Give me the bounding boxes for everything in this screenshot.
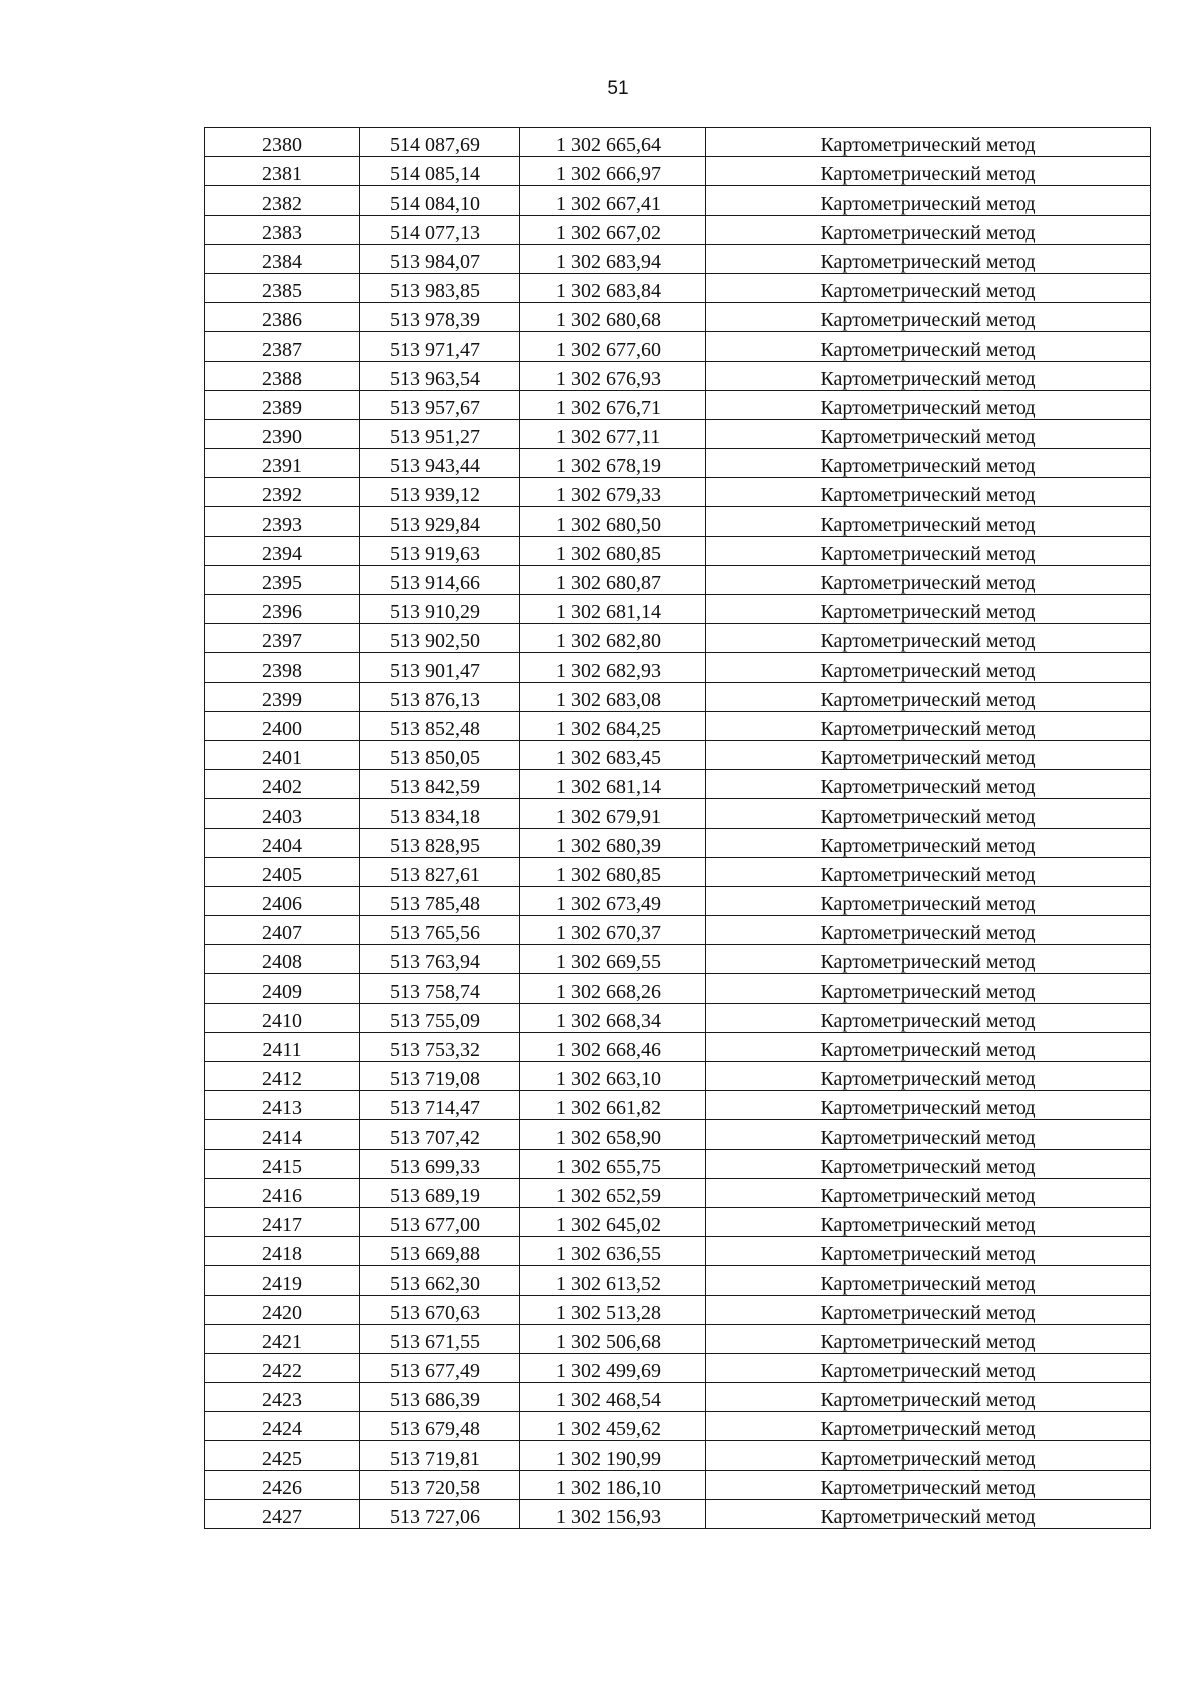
method-cell: Картометрический метод (706, 361, 1151, 390)
x-coordinate-cell: 513 957,67 (360, 390, 520, 419)
table-row (205, 186, 1151, 215)
method-cell: Картометрический метод (706, 1266, 1151, 1295)
method-cell: Картометрический метод (706, 186, 1151, 215)
method-cell: Картометрический метод (706, 449, 1151, 478)
method-cell: Картометрический метод (706, 1091, 1151, 1120)
y-coordinate-cell: 1 302 459,62 (520, 1412, 706, 1441)
y-coordinate-cell: 1 302 665,64 (520, 128, 706, 157)
point-number-cell: 2418 (205, 1237, 360, 1266)
coordinates-table-body (205, 128, 1151, 1529)
y-coordinate-cell: 1 302 655,75 (520, 1149, 706, 1178)
method-cell: Картометрический метод (706, 1003, 1151, 1032)
point-number-cell: 2382 (205, 186, 360, 215)
table-row (205, 390, 1151, 419)
table-row (205, 828, 1151, 857)
x-coordinate-cell: 513 686,39 (360, 1383, 520, 1412)
point-number-cell: 2416 (205, 1178, 360, 1207)
point-number-cell: 2405 (205, 857, 360, 886)
method-cell: Картометрический метод (706, 157, 1151, 186)
y-coordinate-cell: 1 302 658,90 (520, 1120, 706, 1149)
y-coordinate-cell: 1 302 652,59 (520, 1178, 706, 1207)
x-coordinate-cell: 514 085,14 (360, 157, 520, 186)
x-coordinate-cell: 513 901,47 (360, 653, 520, 682)
point-number-cell: 2406 (205, 886, 360, 915)
method-cell: Картометрический метод (706, 857, 1151, 886)
y-coordinate-cell: 1 302 680,85 (520, 536, 706, 565)
x-coordinate-cell: 514 077,13 (360, 215, 520, 244)
method-cell: Картометрический метод (706, 770, 1151, 799)
method-cell: Картометрический метод (706, 1062, 1151, 1091)
method-cell: Картометрический метод (706, 1120, 1151, 1149)
point-number-cell: 2407 (205, 916, 360, 945)
table-row (205, 507, 1151, 536)
x-coordinate-cell: 513 943,44 (360, 449, 520, 478)
x-coordinate-cell: 513 939,12 (360, 478, 520, 507)
point-number-cell: 2421 (205, 1324, 360, 1353)
table-row (205, 536, 1151, 565)
table-row (205, 1178, 1151, 1207)
x-coordinate-cell: 513 914,66 (360, 565, 520, 594)
point-number-cell: 2389 (205, 390, 360, 419)
y-coordinate-cell: 1 302 680,68 (520, 303, 706, 332)
table-row (205, 974, 1151, 1003)
method-cell: Картометрический метод (706, 886, 1151, 915)
table-row (205, 1353, 1151, 1382)
y-coordinate-cell: 1 302 683,84 (520, 273, 706, 302)
method-cell: Картометрический метод (706, 711, 1151, 740)
method-cell: Картометрический метод (706, 1499, 1151, 1528)
y-coordinate-cell: 1 302 667,02 (520, 215, 706, 244)
point-number-cell: 2427 (205, 1499, 360, 1528)
table-row (205, 244, 1151, 273)
y-coordinate-cell: 1 302 680,50 (520, 507, 706, 536)
y-coordinate-cell: 1 302 613,52 (520, 1266, 706, 1295)
point-number-cell: 2402 (205, 770, 360, 799)
point-number-cell: 2420 (205, 1295, 360, 1324)
point-number-cell: 2415 (205, 1149, 360, 1178)
table-row (205, 682, 1151, 711)
method-cell: Картометрический метод (706, 303, 1151, 332)
y-coordinate-cell: 1 302 678,19 (520, 449, 706, 478)
method-cell: Картометрический метод (706, 1149, 1151, 1178)
method-cell: Картометрический метод (706, 215, 1151, 244)
point-number-cell: 2385 (205, 273, 360, 302)
table-row (205, 1003, 1151, 1032)
x-coordinate-cell: 513 699,33 (360, 1149, 520, 1178)
x-coordinate-cell: 513 753,32 (360, 1032, 520, 1061)
x-coordinate-cell: 513 919,63 (360, 536, 520, 565)
y-coordinate-cell: 1 302 677,11 (520, 419, 706, 448)
point-number-cell: 2393 (205, 507, 360, 536)
x-coordinate-cell: 513 677,49 (360, 1353, 520, 1382)
method-cell: Картометрический метод (706, 653, 1151, 682)
x-coordinate-cell: 513 677,00 (360, 1207, 520, 1236)
x-coordinate-cell: 513 828,95 (360, 828, 520, 857)
method-cell: Картометрический метод (706, 1237, 1151, 1266)
table-row (205, 478, 1151, 507)
point-number-cell: 2425 (205, 1441, 360, 1470)
x-coordinate-cell: 513 719,08 (360, 1062, 520, 1091)
y-coordinate-cell: 1 302 668,46 (520, 1032, 706, 1061)
method-cell: Картометрический метод (706, 1412, 1151, 1441)
y-coordinate-cell: 1 302 186,10 (520, 1470, 706, 1499)
x-coordinate-cell: 514 084,10 (360, 186, 520, 215)
point-number-cell: 2388 (205, 361, 360, 390)
table-row (205, 1441, 1151, 1470)
table-row (205, 1383, 1151, 1412)
x-coordinate-cell: 513 902,50 (360, 624, 520, 653)
x-coordinate-cell: 514 087,69 (360, 128, 520, 157)
y-coordinate-cell: 1 302 680,39 (520, 828, 706, 857)
table-row (205, 886, 1151, 915)
table-row (205, 595, 1151, 624)
table-row (205, 215, 1151, 244)
method-cell: Картометрический метод (706, 1441, 1151, 1470)
point-number-cell: 2417 (205, 1207, 360, 1236)
y-coordinate-cell: 1 302 667,41 (520, 186, 706, 215)
method-cell: Картометрический метод (706, 828, 1151, 857)
y-coordinate-cell: 1 302 680,87 (520, 565, 706, 594)
y-coordinate-cell: 1 302 682,80 (520, 624, 706, 653)
point-number-cell: 2414 (205, 1120, 360, 1149)
method-cell: Картометрический метод (706, 536, 1151, 565)
x-coordinate-cell: 513 910,29 (360, 595, 520, 624)
y-coordinate-cell: 1 302 683,94 (520, 244, 706, 273)
method-cell: Картометрический метод (706, 1178, 1151, 1207)
point-number-cell: 2401 (205, 740, 360, 769)
table-row (205, 1091, 1151, 1120)
table-row (205, 1149, 1151, 1178)
point-number-cell: 2384 (205, 244, 360, 273)
y-coordinate-cell: 1 302 676,93 (520, 361, 706, 390)
table-row (205, 1295, 1151, 1324)
table-row (205, 799, 1151, 828)
method-cell: Картометрический метод (706, 507, 1151, 536)
table-row (205, 332, 1151, 361)
x-coordinate-cell: 513 679,48 (360, 1412, 520, 1441)
coordinates-table (204, 127, 1151, 1529)
table-row (205, 449, 1151, 478)
method-cell: Картометрический метод (706, 1383, 1151, 1412)
table-row (205, 1237, 1151, 1266)
point-number-cell: 2424 (205, 1412, 360, 1441)
point-number-cell: 2408 (205, 945, 360, 974)
method-cell: Картометрический метод (706, 799, 1151, 828)
y-coordinate-cell: 1 302 513,28 (520, 1295, 706, 1324)
table-row (205, 624, 1151, 653)
x-coordinate-cell: 513 852,48 (360, 711, 520, 740)
table-row (205, 1120, 1151, 1149)
x-coordinate-cell: 513 834,18 (360, 799, 520, 828)
point-number-cell: 2383 (205, 215, 360, 244)
method-cell: Картометрический метод (706, 624, 1151, 653)
y-coordinate-cell: 1 302 673,49 (520, 886, 706, 915)
x-coordinate-cell: 513 978,39 (360, 303, 520, 332)
point-number-cell: 2395 (205, 565, 360, 594)
table-row (205, 1499, 1151, 1528)
y-coordinate-cell: 1 302 682,93 (520, 653, 706, 682)
point-number-cell: 2403 (205, 799, 360, 828)
method-cell: Картометрический метод (706, 128, 1151, 157)
method-cell: Картометрический метод (706, 740, 1151, 769)
y-coordinate-cell: 1 302 681,14 (520, 770, 706, 799)
table-row (205, 361, 1151, 390)
table-row (205, 1266, 1151, 1295)
x-coordinate-cell: 513 951,27 (360, 419, 520, 448)
point-number-cell: 2423 (205, 1383, 360, 1412)
point-number-cell: 2426 (205, 1470, 360, 1499)
x-coordinate-cell: 513 727,06 (360, 1499, 520, 1528)
x-coordinate-cell: 513 929,84 (360, 507, 520, 536)
point-number-cell: 2390 (205, 419, 360, 448)
table-row (205, 419, 1151, 448)
method-cell: Картометрический метод (706, 1032, 1151, 1061)
table-row (205, 653, 1151, 682)
page-number: 51 (607, 78, 629, 99)
point-number-cell: 2396 (205, 595, 360, 624)
x-coordinate-cell: 513 669,88 (360, 1237, 520, 1266)
method-cell: Картометрический метод (706, 273, 1151, 302)
y-coordinate-cell: 1 302 681,14 (520, 595, 706, 624)
x-coordinate-cell: 513 707,42 (360, 1120, 520, 1149)
point-number-cell: 2409 (205, 974, 360, 1003)
y-coordinate-cell: 1 302 668,34 (520, 1003, 706, 1032)
y-coordinate-cell: 1 302 679,91 (520, 799, 706, 828)
method-cell: Картометрический метод (706, 595, 1151, 624)
y-coordinate-cell: 1 302 499,69 (520, 1353, 706, 1382)
y-coordinate-cell: 1 302 668,26 (520, 974, 706, 1003)
x-coordinate-cell: 513 984,07 (360, 244, 520, 273)
point-number-cell: 2394 (205, 536, 360, 565)
x-coordinate-cell: 513 689,19 (360, 1178, 520, 1207)
x-coordinate-cell: 513 785,48 (360, 886, 520, 915)
method-cell: Картометрический метод (706, 1324, 1151, 1353)
y-coordinate-cell: 1 302 676,71 (520, 390, 706, 419)
table-row (205, 1470, 1151, 1499)
method-cell: Картометрический метод (706, 916, 1151, 945)
method-cell: Картометрический метод (706, 565, 1151, 594)
y-coordinate-cell: 1 302 669,55 (520, 945, 706, 974)
point-number-cell: 2392 (205, 478, 360, 507)
method-cell: Картометрический метод (706, 1353, 1151, 1382)
method-cell: Картометрический метод (706, 244, 1151, 273)
y-coordinate-cell: 1 302 683,45 (520, 740, 706, 769)
table-row (205, 1032, 1151, 1061)
method-cell: Картометрический метод (706, 478, 1151, 507)
x-coordinate-cell: 513 765,56 (360, 916, 520, 945)
point-number-cell: 2398 (205, 653, 360, 682)
point-number-cell: 2381 (205, 157, 360, 186)
table-row (205, 565, 1151, 594)
table-row (205, 273, 1151, 302)
y-coordinate-cell: 1 302 636,55 (520, 1237, 706, 1266)
x-coordinate-cell: 513 763,94 (360, 945, 520, 974)
x-coordinate-cell: 513 755,09 (360, 1003, 520, 1032)
x-coordinate-cell: 513 876,13 (360, 682, 520, 711)
point-number-cell: 2387 (205, 332, 360, 361)
x-coordinate-cell: 513 758,74 (360, 974, 520, 1003)
y-coordinate-cell: 1 302 645,02 (520, 1207, 706, 1236)
point-number-cell: 2386 (205, 303, 360, 332)
x-coordinate-cell: 513 842,59 (360, 770, 520, 799)
point-number-cell: 2419 (205, 1266, 360, 1295)
point-number-cell: 2400 (205, 711, 360, 740)
table-row (205, 711, 1151, 740)
table-row (205, 857, 1151, 886)
point-number-cell: 2412 (205, 1062, 360, 1091)
point-number-cell: 2422 (205, 1353, 360, 1382)
point-number-cell: 2380 (205, 128, 360, 157)
x-coordinate-cell: 513 827,61 (360, 857, 520, 886)
y-coordinate-cell: 1 302 684,25 (520, 711, 706, 740)
table-row (205, 303, 1151, 332)
table-row (205, 945, 1151, 974)
point-number-cell: 2413 (205, 1091, 360, 1120)
table-row (205, 770, 1151, 799)
method-cell: Картометрический метод (706, 419, 1151, 448)
y-coordinate-cell: 1 302 683,08 (520, 682, 706, 711)
y-coordinate-cell: 1 302 666,97 (520, 157, 706, 186)
table-row (205, 128, 1151, 157)
x-coordinate-cell: 513 850,05 (360, 740, 520, 769)
x-coordinate-cell: 513 714,47 (360, 1091, 520, 1120)
method-cell: Картометрический метод (706, 974, 1151, 1003)
y-coordinate-cell: 1 302 670,37 (520, 916, 706, 945)
table-row (205, 916, 1151, 945)
method-cell: Картометрический метод (706, 1295, 1151, 1324)
y-coordinate-cell: 1 302 663,10 (520, 1062, 706, 1091)
y-coordinate-cell: 1 302 677,60 (520, 332, 706, 361)
method-cell: Картометрический метод (706, 1207, 1151, 1236)
method-cell: Картометрический метод (706, 1470, 1151, 1499)
table-row (205, 740, 1151, 769)
table-row (205, 1412, 1151, 1441)
y-coordinate-cell: 1 302 679,33 (520, 478, 706, 507)
method-cell: Картометрический метод (706, 332, 1151, 361)
x-coordinate-cell: 513 983,85 (360, 273, 520, 302)
point-number-cell: 2411 (205, 1032, 360, 1061)
table-row (205, 1062, 1151, 1091)
point-number-cell: 2410 (205, 1003, 360, 1032)
table-row (205, 1207, 1151, 1236)
y-coordinate-cell: 1 302 468,54 (520, 1383, 706, 1412)
point-number-cell: 2404 (205, 828, 360, 857)
x-coordinate-cell: 513 971,47 (360, 332, 520, 361)
table-row (205, 1324, 1151, 1353)
x-coordinate-cell: 513 670,63 (360, 1295, 520, 1324)
x-coordinate-cell: 513 963,54 (360, 361, 520, 390)
x-coordinate-cell: 513 720,58 (360, 1470, 520, 1499)
method-cell: Картометрический метод (706, 945, 1151, 974)
y-coordinate-cell: 1 302 156,93 (520, 1499, 706, 1528)
table-row (205, 157, 1151, 186)
x-coordinate-cell: 513 662,30 (360, 1266, 520, 1295)
y-coordinate-cell: 1 302 661,82 (520, 1091, 706, 1120)
point-number-cell: 2399 (205, 682, 360, 711)
y-coordinate-cell: 1 302 506,68 (520, 1324, 706, 1353)
x-coordinate-cell: 513 719,81 (360, 1441, 520, 1470)
point-number-cell: 2397 (205, 624, 360, 653)
y-coordinate-cell: 1 302 190,99 (520, 1441, 706, 1470)
method-cell: Картометрический метод (706, 390, 1151, 419)
y-coordinate-cell: 1 302 680,85 (520, 857, 706, 886)
x-coordinate-cell: 513 671,55 (360, 1324, 520, 1353)
point-number-cell: 2391 (205, 449, 360, 478)
method-cell: Картометрический метод (706, 682, 1151, 711)
